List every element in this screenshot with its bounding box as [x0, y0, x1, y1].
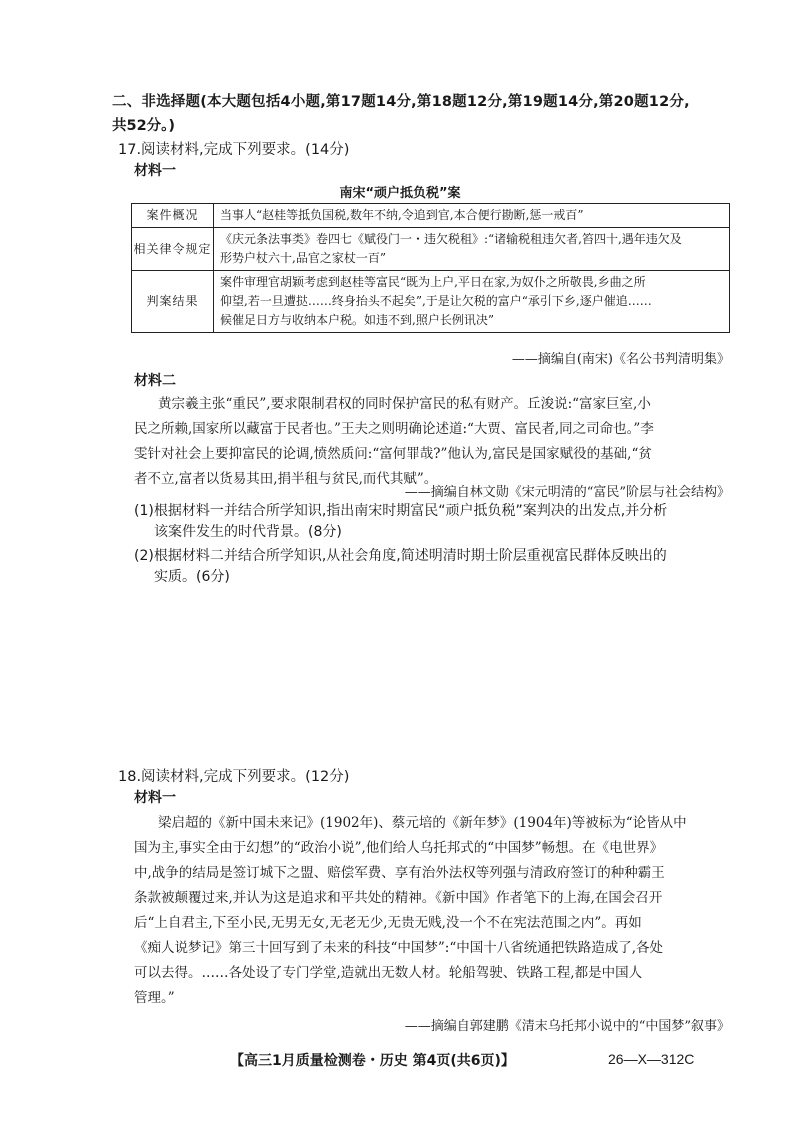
q18-line1: 梁启超的《新中国未来记》(1902年)、蔡元培的《新年梦》(1904年)等被标为“论皆从中: [158, 815, 687, 831]
q18-line7: 可以去得。……各处设了专门学堂,造就出无数人材。轮船驾驶、铁路工程,都是中国人: [134, 965, 643, 981]
q18-line3: 中,战争的结局是签订城下之盟、赔偿军费、享有治外法权等列强与清政府签订的种种霸王: [134, 865, 665, 881]
table-cell-line: 案件审理官胡颖考虑到赵桂等富民“既为上户,平日在家,为奴仆之所敬畏,乡曲之所: [220, 275, 646, 289]
table-cell-line: 形势户杖六十,品官之家杖一百”: [220, 251, 386, 265]
q18-title: 18.阅读材料,完成下列要求。(12分): [118, 769, 350, 785]
table-cell-line: 《庆元条法事类》卷四七《赋役门一・违欠税租》:“诸输税租违欠者,笞四十,遇年违欠及: [220, 232, 682, 246]
q18-line5: 后“上自君主,下至小民,无男无女,无老无少,无贵无贱,没一个不在宪法范围之内”。再如: [134, 915, 642, 931]
q17-sub1-line1: (1)根据材料一并结合所学知识,指出南宋时期富民“顽户抵负税”案判决的出发点,并分析: [134, 503, 668, 519]
table-row-content: [214, 228, 730, 271]
case-table: [131, 203, 730, 333]
table-row: [132, 204, 730, 228]
table-cell-line: 仰望,若一旦遭挞……终身抬头不起矣”,于是让欠税的富户“承引下乡,逐户催追……: [220, 294, 652, 308]
q17-title: 17.阅读材料,完成下列要求。(14分): [118, 142, 350, 158]
page-footer-label: 【高三1月质量检测卷・历史 第4页(共6页)】: [230, 1053, 515, 1069]
q17-material1-label: 材料一: [134, 163, 176, 179]
q18-line4: 条款被颠覆过来,并认为这是追求和平共处的精神。《新中国》作者笔下的上海,在国会召开: [134, 890, 663, 906]
table-row-head: 案件概况: [132, 204, 214, 228]
q18-line8: 管理。”: [134, 990, 175, 1006]
q17-sub2-line1: (2)根据材料二并结合所学知识,从社会角度,简述明清时期士阶层重视富民群体反映出的: [134, 548, 667, 564]
q17-material2-label: 材料二: [134, 373, 176, 389]
table-cell-line: 当事人“赵桂等抵负国税,数年不纳,令追到官,本合便行勘断,惩一戒百”: [220, 208, 584, 222]
q18-line6: 《痴人说梦记》第三十回写到了未来的科技“中国梦”:“中国十八省统通把铁路造成了,各处: [134, 940, 664, 956]
q17-material2-line4: 者不立,富者以货易其田,捐半租与贫民,而代其赋”。: [134, 471, 438, 487]
case-table-title: 南宋“顽户抵负税”案: [339, 186, 461, 201]
table-row-content: [214, 271, 730, 333]
table-cell-line: 候催足日方与收纳本户税。如违不到,照户长例讯决”: [220, 313, 494, 327]
table-row: [132, 228, 730, 271]
table-row: [132, 271, 730, 333]
table-row-head: 相关律令规定: [132, 228, 214, 271]
table-row-head: 判案结果: [132, 271, 214, 333]
q17-material2-line2: 民之所赖,国家所以藏富于民者也。”王夫之则明确论述道:“大贾、富民者,同之司命也。”李: [134, 421, 654, 437]
q17-material2-line3: 雯针对社会上要抑富民的论调,愤然质问:“富何罪哉?”他认为,富民是国家赋役的基础,“贫: [134, 446, 652, 462]
q18-material1-label: 材料一: [134, 790, 176, 806]
paper-code: 26—X—312C: [608, 1051, 695, 1067]
section-heading-line2: 共52分。): [112, 118, 176, 134]
q18-source: ——摘编自郭建鹏《清末乌托邦小说中的“中国梦”叙事》: [404, 1019, 730, 1034]
section-heading-line1: 二、非选择题(本大题包括4小题,第17题14分,第18题12分,第19题14分,第20题12分,: [112, 94, 690, 110]
q18-line2: 国为主,事实全由于幻想”的“政治小说”,他们给人乌托邦式的“中国梦”畅想。在《电世界》: [134, 840, 664, 856]
table-row-content: [214, 204, 730, 228]
q17-source2: ——摘编自林文勋《宋元明清的“富民”阶层与社会结构》: [404, 485, 730, 500]
q17-sub2-line2: 实质。(6分): [154, 569, 230, 585]
q17-sub1-line2: 该案件发生的时代背景。(8分): [154, 524, 342, 540]
q17-source1: ——摘编自(南宋)《名公书判清明集》: [511, 352, 730, 367]
q17-material2-line1: 黄宗羲主张“重民”,要求限制君权的同时保护富民的私有财产。丘浚说:“富家巨室,小: [158, 396, 651, 412]
